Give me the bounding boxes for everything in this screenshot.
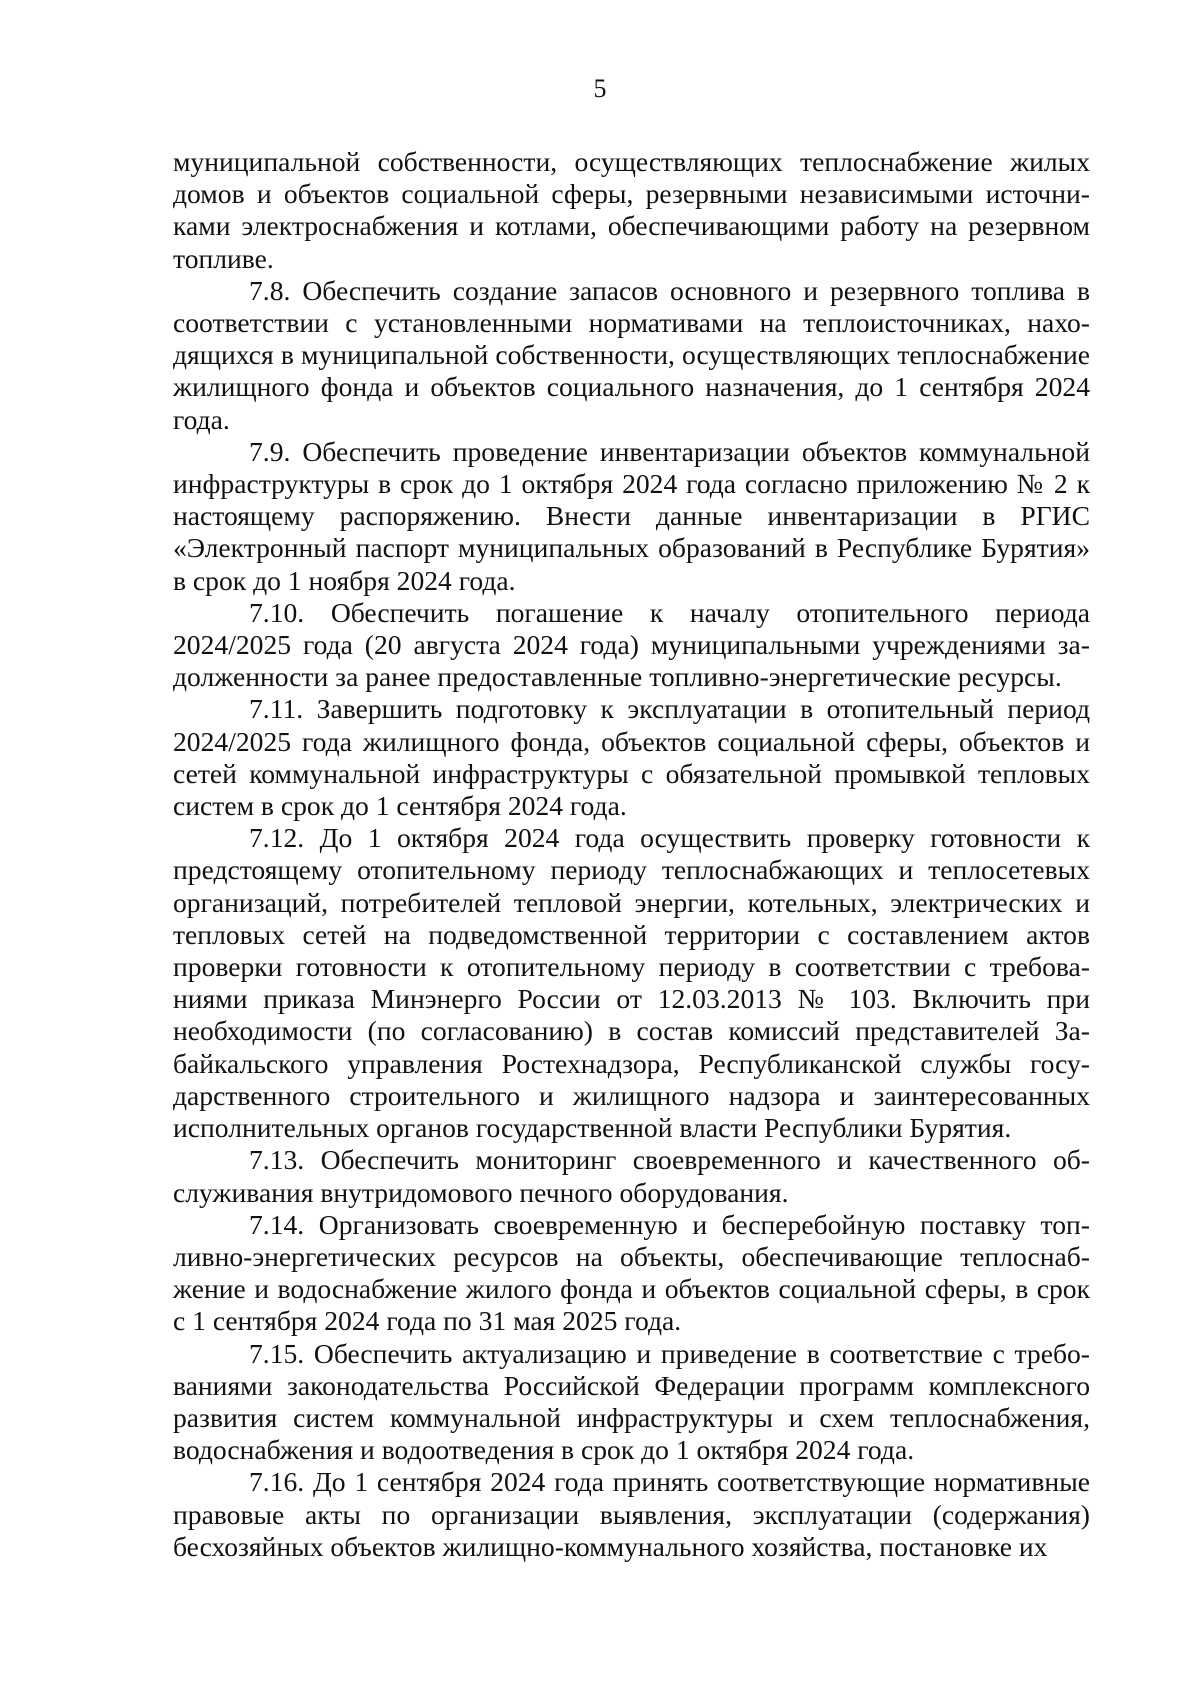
document-body: [173, 146, 1090, 1563]
paragraph-7-10: 7.10. Обеспечить погашение к началу отопительного периода 2024/2025 года (20 августа 2024 года) муниципальными учреждениями задолженности за ранее предоставленные топливно-энергетические ресурсы.: [173, 596, 1090, 693]
paragraph-7-13: 7.13. Обеспечить мониторинг своевременного и качественного обслуживания внутридомового печного оборудования.: [173, 1144, 1090, 1208]
paragraph-7-14: 7.14. Организовать своевременную и бесперебойную поставку топливно-энергетических ресурсов на объекты, обеспечивающие теплоснабжение и водоснабжение жилого фонда и объектов социальной сферы, в срок с 1 сентября 2024 года по 31 мая 2025 года.: [173, 1208, 1090, 1337]
paragraph-7-9: 7.9. Обеспечить проведение инвентаризации объектов коммунальной инфраструктуры в срок до 1 октября 2024 года согласно приложению № 2 к настоящему распоряжению. Внести данные инвентаризации в РГИС «Электронный паспорт муниципальных образований в Республике Бурятия» в срок до 1 ноября 2024 года.: [173, 435, 1090, 596]
paragraph-7-8: 7.8. Обеспечить создание запасов основного и резервного топлива в соответствии с установленными нормативами на теплоисточниках, находящихся в муниципальной собственности, осуществляющих теплоснабжение жилищного фонда и объектов социального назначения, до 1 сентября 2024 года.: [173, 274, 1090, 435]
paragraph-7-11: 7.11. Завершить подготовку к эксплуатации в отопительный период 2024/2025 года жилищного фонда, объектов социальной сферы, объектов и сетей коммунальной инфраструктуры с обязательной промывкой тепловых систем в срок до 1 сентября 2024 года.: [173, 693, 1090, 822]
paragraph-continuation: муниципальной собственности, осуществляющих теплоснабжение жилых домов и объектов социальной сферы, резервными независимыми источниками электроснабжения и котлами, обеспечивающими работу на резервном топливе.: [173, 146, 1090, 274]
paragraph-7-15: 7.15. Обеспечить актуализацию и приведение в соответствие с требованиями законодательства Российской Федерации программ комплексного развития систем коммунальной инфраструктуры и схем теплоснабжения, водоснабжения и водоотведения в срок до 1 октября 2024 года.: [173, 1337, 1090, 1466]
page-number: 5: [593, 74, 607, 103]
paragraph-7-16: 7.16. До 1 сентября 2024 года принять соответствующие нормативные правовые акты по организации выявления, эксплуатации (содержания) бесхозяйных объектов жилищно-коммунального хозяйства, постановке их: [173, 1466, 1090, 1562]
paragraph-7-12: 7.12. До 1 октября 2024 года осуществить проверку готовности к предстоящему отопительному периоду теплоснабжающих и теплосетевых организаций, потребителей тепловой энергии, котельных, электрических и тепловых сетей на подведомственной территории с составлением актов проверки готовности к отопительному периоду в соответствии с требованиями приказа Минэнерго России от 12.03.2013 № 103. Включить при необходимости (по согласованию) в состав комиссий представителей Забайкальского управления Ростехнадзора, Республиканской службы государственного строительного и жилищного надзора и заинтересованных исполнительных органов государственной власти Республики Бурятия.: [173, 822, 1090, 1144]
